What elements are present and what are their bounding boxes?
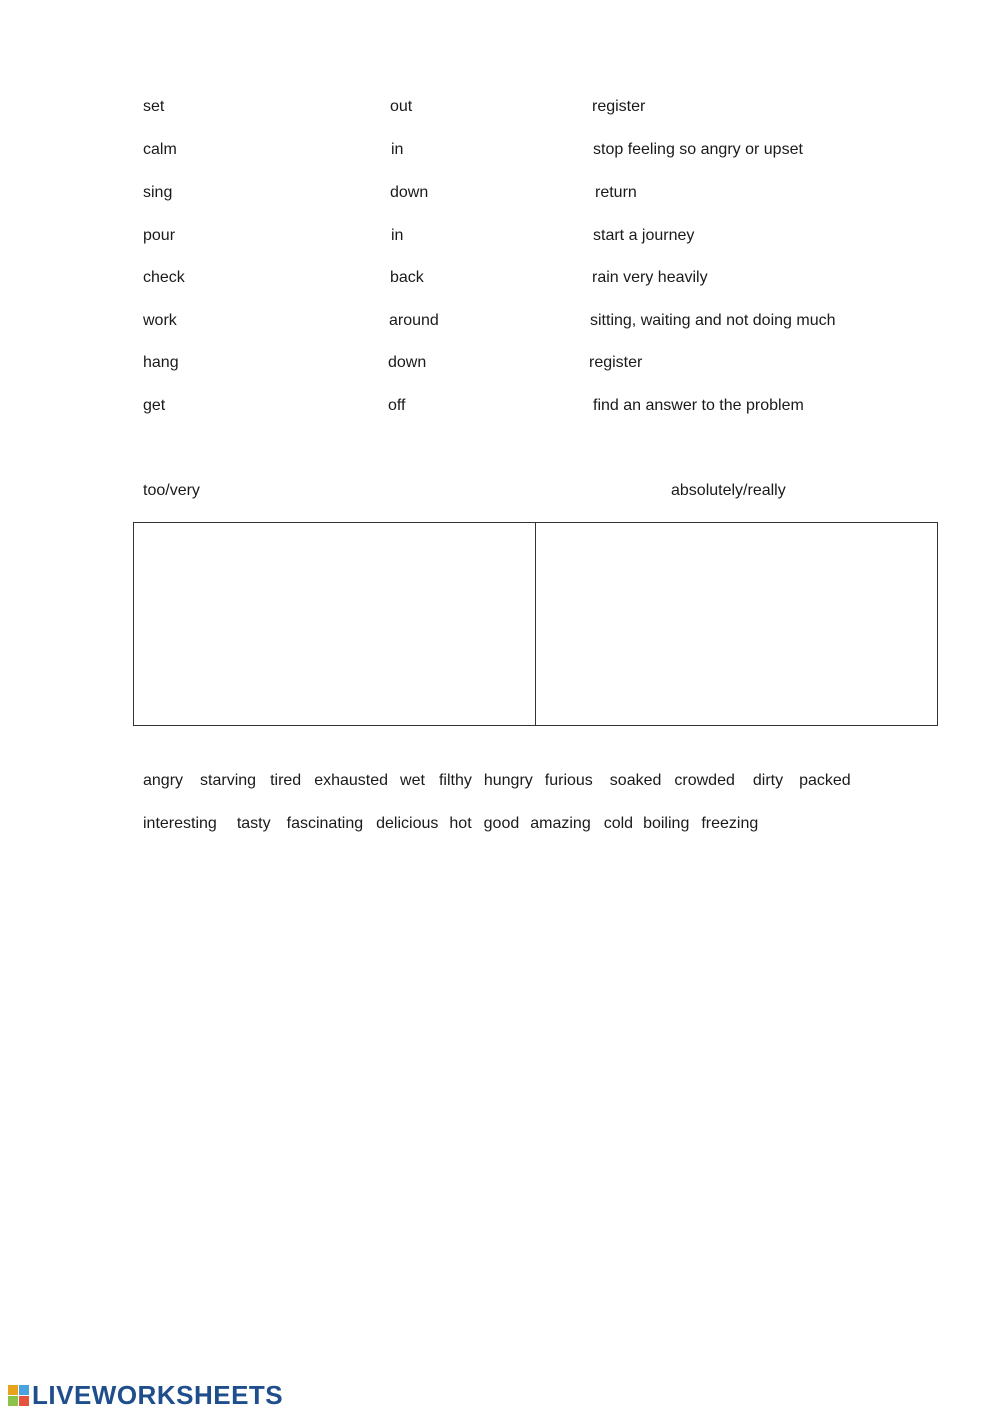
- logo-square: [8, 1396, 18, 1406]
- logo-square: [19, 1396, 29, 1406]
- word-bank-item[interactable]: freezing: [701, 815, 759, 832]
- logo-square: [8, 1385, 18, 1395]
- matching-row: [0, 309, 1000, 333]
- particle-cell: around: [389, 312, 439, 329]
- verb-cell: sing: [143, 184, 173, 201]
- heading-too-very: too/very: [143, 482, 200, 499]
- word-bank-item[interactable]: amazing: [530, 815, 591, 832]
- matching-row: [0, 394, 1000, 418]
- particle-cell: out: [390, 98, 413, 115]
- word-bank-item[interactable]: hungry: [483, 772, 533, 789]
- matching-row: [0, 181, 1000, 205]
- word-bank-item[interactable]: dirty: [752, 772, 784, 789]
- word-bank-item[interactable]: soaked: [609, 772, 662, 789]
- verb-cell: get: [143, 397, 166, 414]
- heading-absolutely-really: absolutely/really: [671, 482, 786, 499]
- word-bank-item[interactable]: filthy: [438, 772, 472, 789]
- word-bank-item[interactable]: packed: [799, 772, 851, 789]
- verb-cell: check: [143, 269, 185, 286]
- word-bank-item[interactable]: boiling: [643, 815, 690, 832]
- logo-icon: [8, 1385, 29, 1406]
- word-bank-item[interactable]: delicious: [376, 815, 439, 832]
- word-bank-item[interactable]: cold: [603, 815, 634, 832]
- sorting-table: [133, 522, 938, 726]
- word-bank-line-1: [143, 769, 851, 793]
- matching-row: [0, 224, 1000, 248]
- matching-row: [0, 95, 1000, 119]
- word-bank-item[interactable]: angry: [143, 772, 184, 789]
- meaning-cell: find an answer to the problem: [593, 397, 804, 414]
- word-bank-item[interactable]: hot: [449, 815, 472, 832]
- logo-text: LIVEWORKSHEETS: [32, 1379, 284, 1410]
- meaning-cell: rain very heavily: [592, 269, 708, 286]
- word-bank-item[interactable]: furious: [544, 772, 593, 789]
- word-bank-line-2: [143, 812, 758, 836]
- particle-cell: off: [388, 397, 406, 414]
- verb-cell: hang: [143, 354, 179, 371]
- word-bank-item[interactable]: fascinating: [286, 815, 364, 832]
- meaning-cell: stop feeling so angry or upset: [593, 141, 803, 158]
- matching-row: [0, 351, 1000, 375]
- matching-row: [0, 138, 1000, 162]
- logo-square: [19, 1385, 29, 1395]
- word-bank-item[interactable]: interesting: [143, 815, 217, 832]
- meaning-cell: start a journey: [593, 227, 695, 244]
- word-bank-item[interactable]: good: [483, 815, 520, 832]
- answer-box-absolutely-really[interactable]: [536, 523, 937, 725]
- word-bank-item[interactable]: crowded: [674, 772, 735, 789]
- verb-cell: calm: [143, 141, 177, 158]
- word-bank-item[interactable]: wet: [400, 772, 425, 789]
- word-bank-item[interactable]: tasty: [236, 815, 271, 832]
- word-bank-item[interactable]: tired: [270, 772, 302, 789]
- verb-cell: pour: [143, 227, 176, 244]
- liveworksheets-logo: [8, 1380, 283, 1410]
- particle-cell: in: [391, 141, 404, 158]
- answer-box-too-very[interactable]: [134, 523, 535, 725]
- meaning-cell: register: [592, 98, 646, 115]
- meaning-cell: sitting, waiting and not doing much: [590, 312, 836, 329]
- word-bank-item[interactable]: exhausted: [314, 772, 389, 789]
- particle-cell: back: [390, 269, 424, 286]
- particle-cell: in: [391, 227, 404, 244]
- verb-cell: work: [143, 312, 177, 329]
- word-bank-item[interactable]: starving: [200, 772, 257, 789]
- matching-row: [0, 266, 1000, 290]
- meaning-cell: return: [595, 184, 637, 201]
- particle-cell: down: [390, 184, 429, 201]
- meaning-cell: register: [589, 354, 643, 371]
- verb-cell: set: [143, 98, 165, 115]
- particle-cell: down: [388, 354, 427, 371]
